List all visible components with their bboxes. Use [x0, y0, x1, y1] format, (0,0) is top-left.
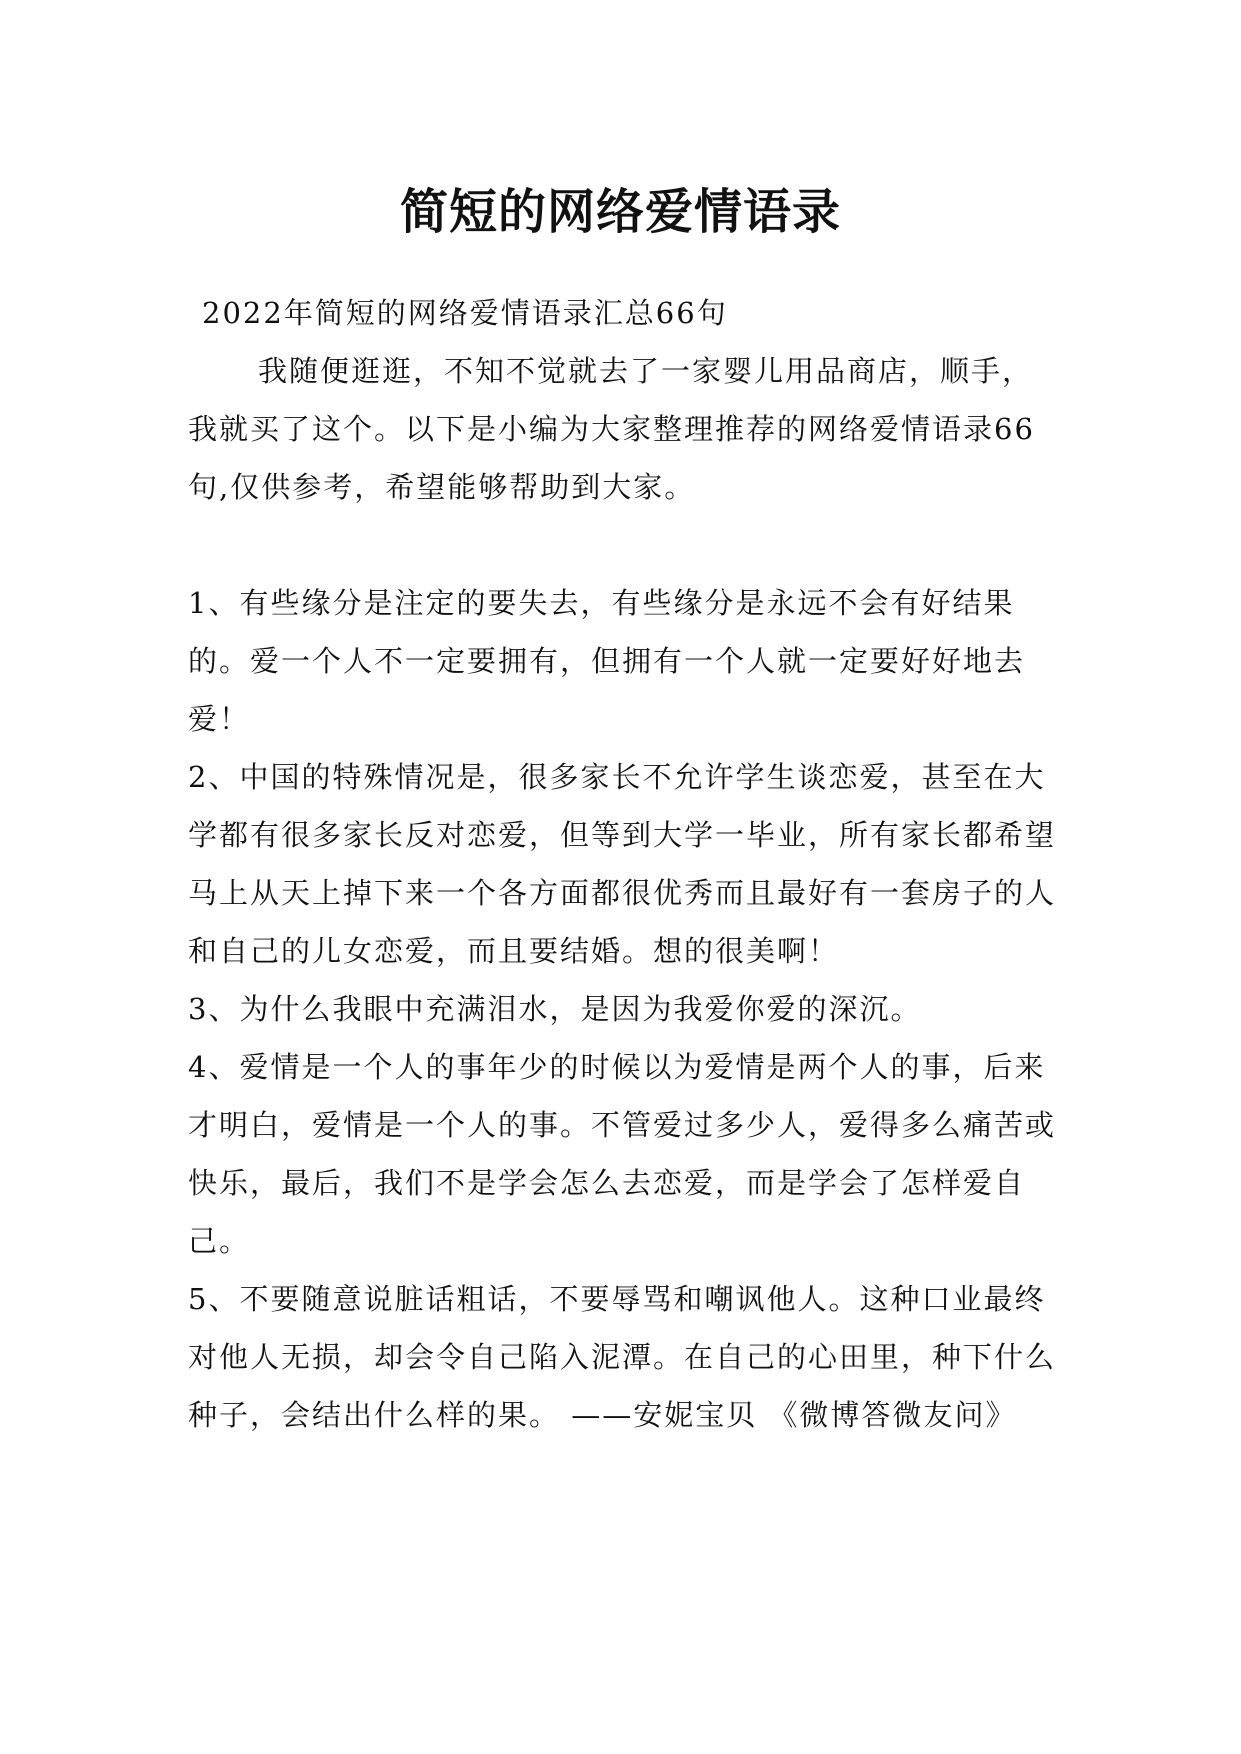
- document-title: 简短的网络爱情语录: [399, 184, 841, 241]
- quote-item-2: 2、中国的特殊情况是，很多家长不允许学生谈恋爱，甚至在大学都有很多家长反对恋爱，但等到大学一毕业，所有家长都希望马上从天上掉下来一个各方面都很优秀而且最好有一套房子的人和自己的儿女恋爱，而且要结婚。想的很美啊！: [188, 760, 1057, 968]
- document-subtitle: 2022年简短的网络爱情语录汇总66句: [202, 296, 728, 330]
- intro-paragraph: 我随便逛逛，不知不觉就去了一家婴儿用品商店，顺手，我就买了这个。以下是小编为大家整理推荐的网络爱情语录66句,仅供参考，希望能够帮助到大家。: [188, 354, 1035, 504]
- paragraph-spacer: [188, 516, 1058, 574]
- quote-item-1: 1、有些缘分是注定的要失去，有些缘分是永远不会有好结果的。爱一个人不一定要拥有，但拥有一个人就一定要好好地去爱！: [188, 586, 1026, 736]
- quote-item-5: 5、不要随意说脏话粗话，不要辱骂和嘲讽他人。这种口业最终对他人无损，却会令自己陷入泥潭。在自己的心田里，种下什么种子，会结出什么样的果。 ——安妮宝贝 《微博答微友问》: [188, 1282, 1057, 1432]
- quote-item-4: 4、爱情是一个人的事年少的时候以为爱情是两个人的事，后来才明白，爱情是一个人的事。不管爱过多少人，爱得多么痛苦或快乐，最后，我们不是学会怎么去恋爱，而是学会了怎样爱自己。: [188, 1050, 1057, 1258]
- quote-item-3: 3、为什么我眼中充满泪水，是因为我爱你爱的深沉。: [188, 992, 922, 1026]
- document-body: [188, 284, 1058, 1444]
